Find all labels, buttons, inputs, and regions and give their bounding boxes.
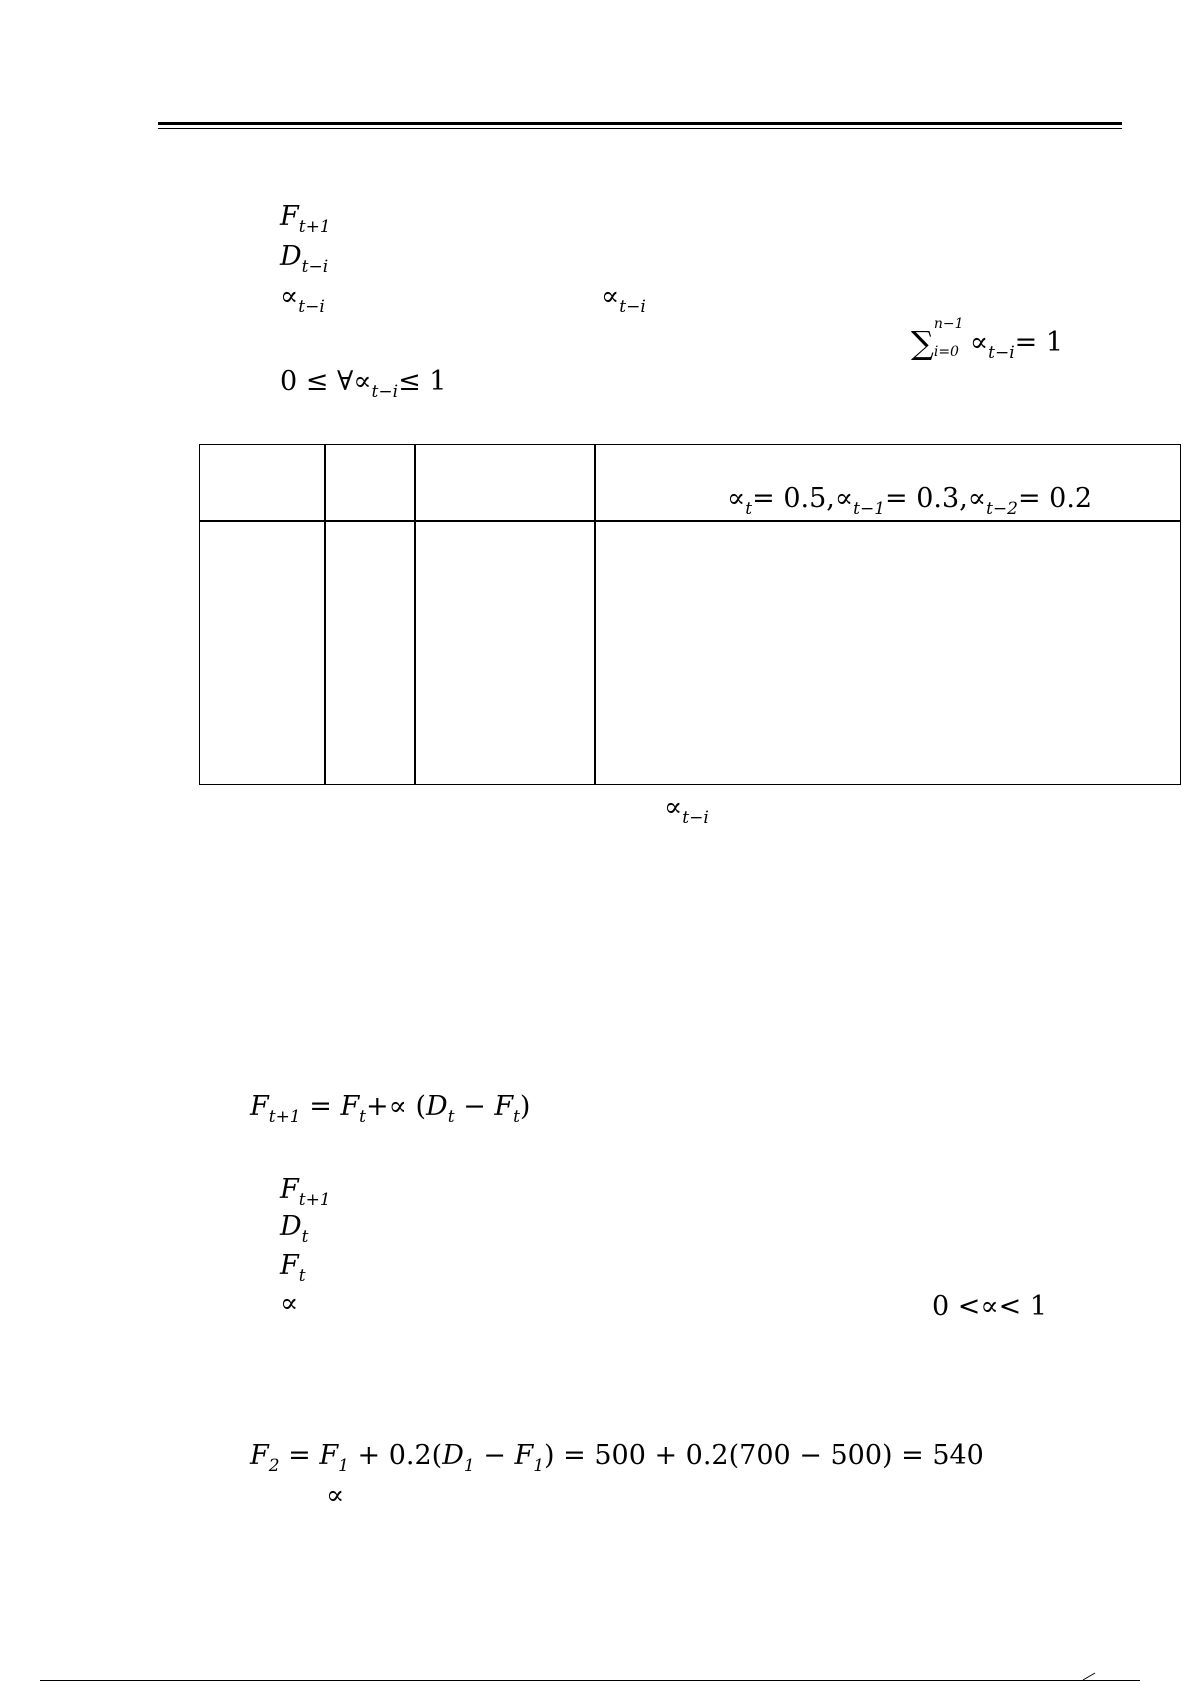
example-computation-equation: $F_2 = F_1 + 0.2(D_1 - F_1) = 500 + 0.2(700 - 500) = 540$ bbox=[250, 1440, 984, 1476]
table-caption-alpha: $\propto_{t-i}$ bbox=[664, 792, 709, 828]
sum-of-weights-equation: ∑ n−1 i=0 $\propto_{t-i}= 1$ bbox=[911, 316, 1064, 363]
def2-forecast: $F_t$ bbox=[280, 1250, 306, 1286]
def-weight-alpha: $\propto_{t-i}$ bbox=[280, 281, 325, 317]
weight-bound-equation: $0 \le \forall\propto_{t-i}\le 1$ bbox=[280, 366, 447, 402]
weighted-average-table bbox=[199, 444, 1181, 785]
alpha-range-equation: 0 <∝< 1 bbox=[932, 1291, 1048, 1322]
example-alpha: ∝ bbox=[326, 1480, 345, 1511]
exponential-smoothing-equation: $F_{t+1} = F_t+\propto (D_t - F_t)$ bbox=[250, 1091, 531, 1127]
def2-alpha: ∝ bbox=[280, 1288, 299, 1319]
table-column-divider bbox=[324, 444, 326, 785]
header-rule-thick bbox=[158, 122, 1122, 125]
table-header-divider bbox=[199, 520, 1181, 522]
table-column-divider bbox=[414, 444, 416, 785]
footer-rule bbox=[40, 1680, 1140, 1681]
table-column-divider bbox=[594, 444, 596, 785]
header-rule-thin bbox=[158, 128, 1122, 129]
def-demand-past: $D_{t-i}$ bbox=[280, 241, 329, 277]
def2-forecast-next: $F_{t+1}$ bbox=[280, 1174, 331, 1210]
def2-demand: $D_t$ bbox=[280, 1211, 309, 1247]
def-weight-alpha-inline: $\propto_{t-i}$ bbox=[601, 281, 646, 317]
weights-header-equation: $\propto_t= 0.5,\propto_{t-1}= 0.3,\propto_{t-2}= 0.2$ bbox=[727, 483, 1093, 519]
def-forecast-next: $F_{t+1}$ bbox=[280, 201, 331, 237]
